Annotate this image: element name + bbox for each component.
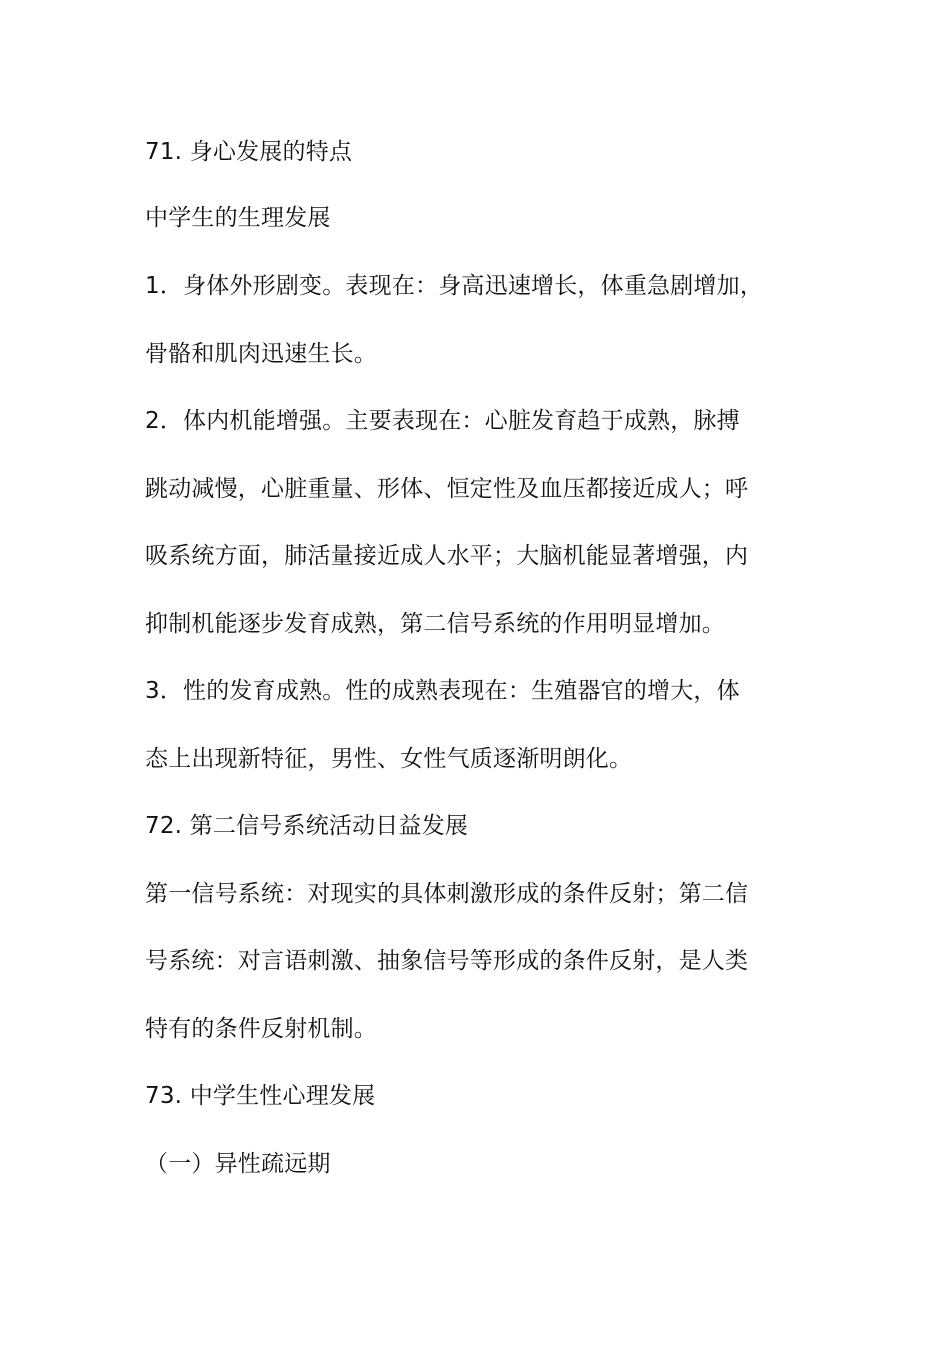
heading-73: 73. 中学生性心理发展	[145, 1083, 376, 1109]
paragraph-line: 第一信号系统：对现实的具体刺激形成的条件反射；第二信	[145, 881, 749, 907]
paragraph-line: 骨骼和肌肉迅速生长。	[145, 341, 377, 367]
subheading-physiology: 中学生的生理发展	[145, 205, 331, 231]
paragraph-line: 号系统：对言语刺激、抽象信号等形成的条件反射，是人类	[145, 948, 749, 974]
paragraph-line: 吸系统方面，肺活量接近成人水平；大脑机能显著增强，内	[145, 543, 749, 569]
paragraph-line: 3．性的发育成熟。性的成熟表现在：生殖器官的增大，体	[145, 678, 740, 704]
paragraph-line: 抑制机能逐步发育成熟，第二信号系统的作用明显增加。	[145, 611, 725, 637]
paragraph-line: 特有的条件反射机制。	[145, 1016, 377, 1042]
subheading-opposite-sex-alienation: （一）异性疏远期	[145, 1151, 331, 1177]
paragraph-line: 跳动减慢，心脏重量、形体、恒定性及血压都接近成人；呼	[145, 476, 749, 502]
heading-72: 72. 第二信号系统活动日益发展	[145, 813, 469, 839]
heading-71: 71. 身心发展的特点	[145, 139, 353, 165]
paragraph-line: 1．身体外形剧变。表现在：身高迅速增长，体重急剧增加，	[145, 273, 764, 299]
paragraph-line: 态上出现新特征，男性、女性气质逐渐明朗化。	[145, 746, 633, 772]
paragraph-line: 2．体内机能增强。主要表现在：心脏发育趋于成熟，脉搏	[145, 408, 740, 434]
